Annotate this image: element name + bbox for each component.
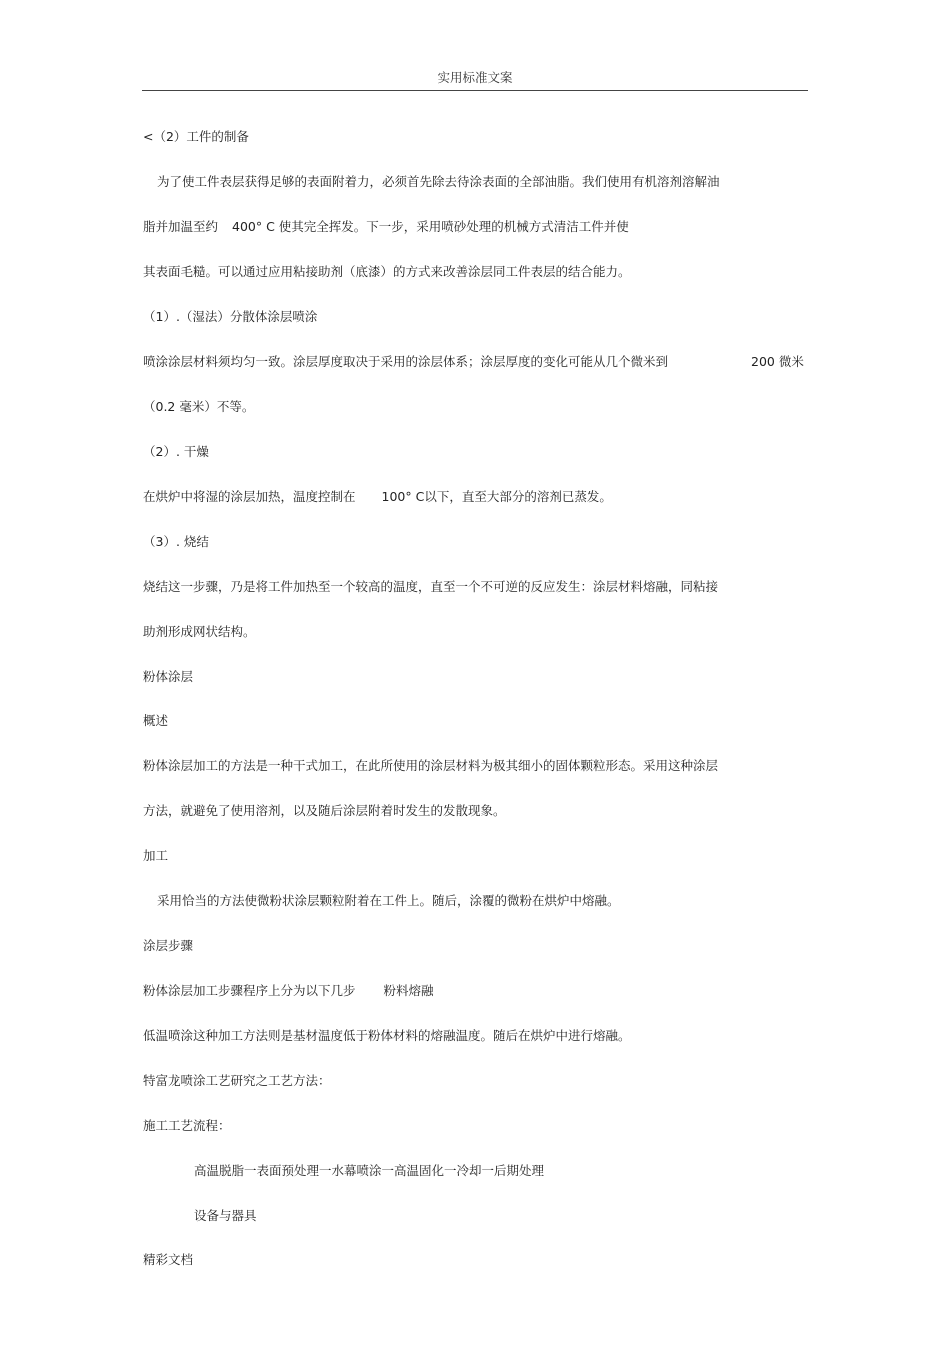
equipment-heading: 设备与器具 xyxy=(194,1208,257,1223)
page-header-title: 实用标准文案 xyxy=(437,70,513,85)
step-heading-dry: （2）. 干燥 xyxy=(143,444,209,459)
paragraph-line: 低温喷涂这种加工方法则是基材温度低于粉体材料的熔融温度。随后在烘炉中进行熔融。 xyxy=(143,1028,631,1043)
section-heading-overview: 概述 xyxy=(143,713,169,728)
text-segment: 在烘炉中将湿的涂层加热，温度控制在 xyxy=(143,489,356,504)
paragraph-line: （0.2 毫米）不等。 xyxy=(143,399,255,414)
section-heading-teflon-method: 特富龙喷涂工艺研究之工艺方法： xyxy=(143,1073,331,1088)
text-segment: 粉料熔融 xyxy=(383,983,434,998)
paragraph-line: 助剂形成网状结构。 xyxy=(143,624,256,639)
page-footer: 精彩文档 xyxy=(143,1252,194,1267)
section-heading-processing: 加工 xyxy=(143,848,169,863)
text-segment: 200 微米 xyxy=(751,354,804,369)
paragraph-line: 采用恰当的方法使微粉状涂层颗粒附着在工件上。随后，涂覆的微粉在烘炉中熔融。 xyxy=(157,893,620,908)
text-segment: 粉体涂层加工步骤程序上分为以下几步 xyxy=(143,983,356,998)
text-segment: 脂并加温至约 xyxy=(143,219,219,234)
text-segment: 400° C 使其完全挥发。下一步，采用喷砂处理的机械方式清洁工件并使 xyxy=(232,219,629,234)
section-heading-process-flow: 施工工艺流程： xyxy=(143,1118,231,1133)
paragraph-line: 粉体涂层加工的方法是一种干式加工，在此所使用的涂层材料为极其细小的固体颗粒形态。采用这种涂层 xyxy=(143,758,719,773)
section-heading-steps: 涂层步骤 xyxy=(143,938,194,953)
paragraph-line xyxy=(143,983,434,999)
paragraph-line: 为了使工件表层获得足够的表面附着力，必须首先除去待涂表面的全部油脂。我们使用有机溶剂溶解油 xyxy=(157,174,720,189)
step-heading-sinter: （3）. 烧结 xyxy=(143,534,209,549)
paragraph-line: 方法，就避免了使用溶剂，以及随后涂层附着时发生的发散现象。 xyxy=(143,803,506,818)
step-heading-spray: （1）.（湿法）分散体涂层喷涂 xyxy=(143,309,318,324)
paragraph-line xyxy=(143,219,629,235)
paragraph-line: 烧结这一步骤，乃是将工件加热至一个较高的温度，直至一个不可逆的反应发生：涂层材料熔融，同粘接 xyxy=(143,579,719,594)
section-heading-workpiece-prep: <（2）工件的制备 xyxy=(143,129,249,144)
section-heading-powder: 粉体涂层 xyxy=(143,669,194,684)
header-rule xyxy=(142,90,808,91)
paragraph-line: 其表面毛糙。可以通过应用粘接助剂（底漆）的方式来改善涂层同工件表层的结合能力。 xyxy=(143,264,631,279)
process-flow-line: 高温脱脂一表面预处理一水幕喷涂一高温固化一冷却一后期处理 xyxy=(194,1163,545,1178)
paragraph-line xyxy=(143,489,612,505)
paragraph-line: 喷涂涂层材料须均匀一致。涂层厚度取决于采用的涂层体系；涂层厚度的变化可能从几个微米到 xyxy=(143,354,669,369)
text-segment: 100° C以下，直至大部分的溶剂已蒸发。 xyxy=(381,489,612,504)
